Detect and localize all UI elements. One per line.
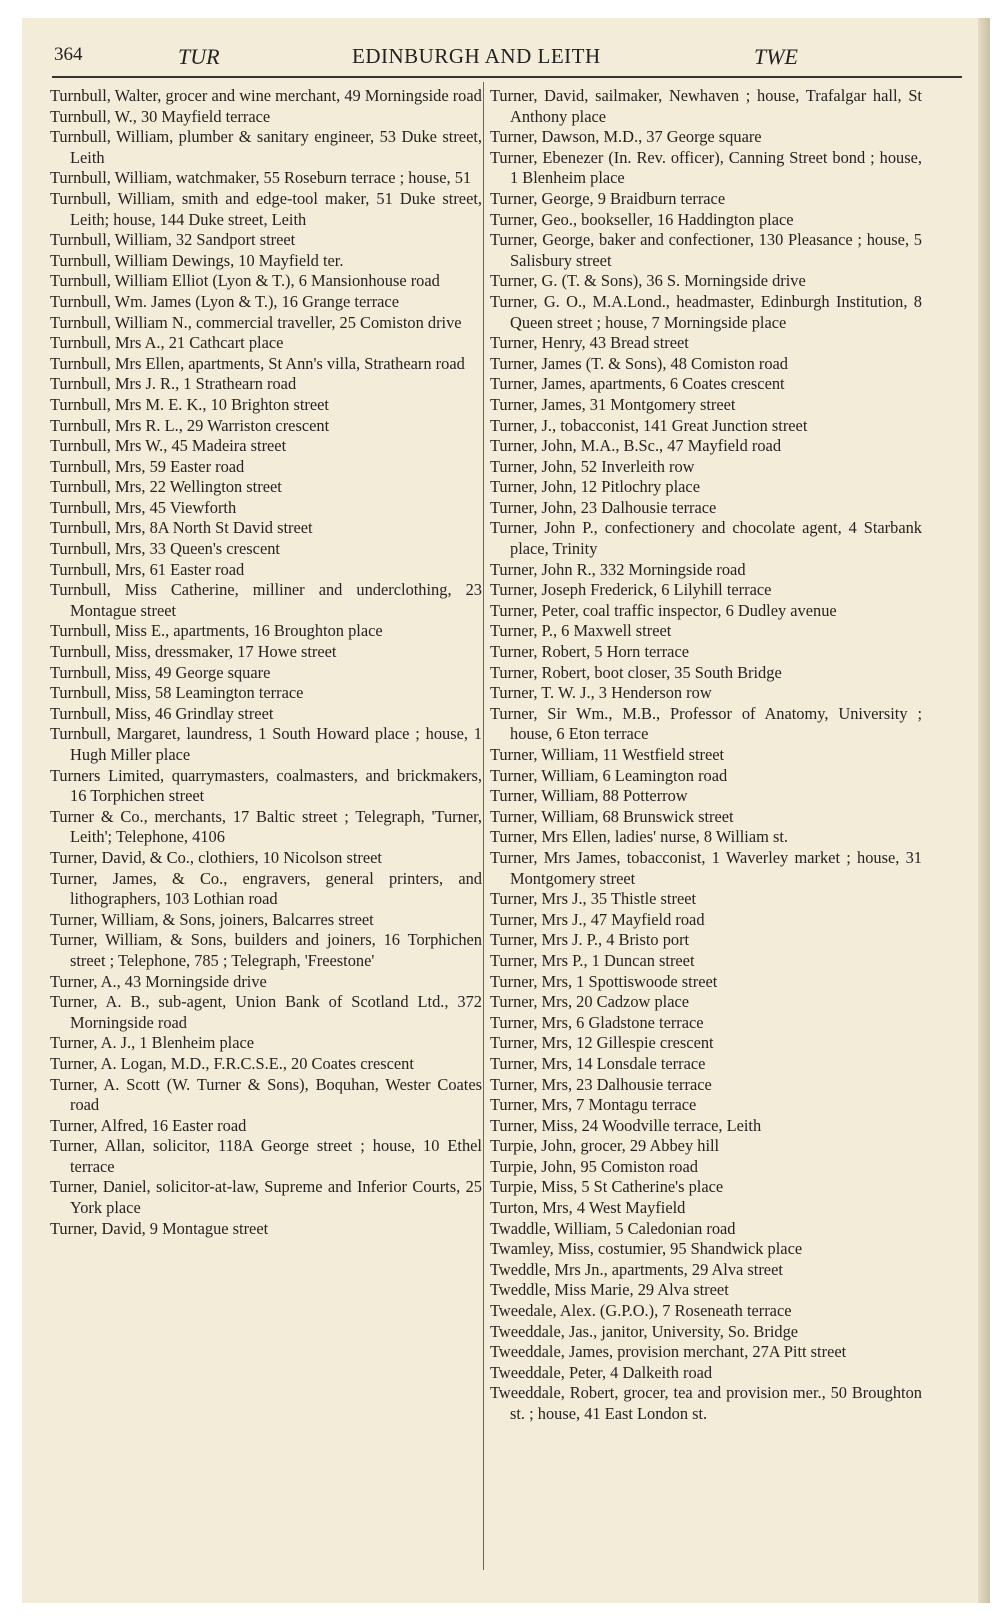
directory-entry: Turner, Mrs, 14 Lonsdale terrace	[490, 1053, 706, 1073]
directory-entry: Turnbull, Walter, grocer and wine merchant, 49 Morningside road	[50, 86, 482, 105]
directory-entry: Turner, G. (T. & Sons), 36 S. Morningside drive	[490, 271, 806, 291]
directory-entry: Turner, A. Logan, M.D., F.R.C.S.E., 20 Coates crescent	[50, 1053, 414, 1073]
directory-entry: Turnbull, Miss, dressmaker, 17 Howe street	[50, 642, 337, 662]
directory-entry: Turnbull, William N., commercial traveller, 25 Comiston drive	[50, 312, 462, 332]
directory-entry: Turnbull, Mrs, 45 Viewforth	[50, 497, 237, 517]
directory-entry: Turnbull, William, plumber & sanitary engineer, 53 Duke street, Leith	[50, 127, 482, 167]
directory-entry: Turner, Dawson, M.D., 37 George square	[490, 127, 762, 147]
directory-entry: Turnbull, William, smith and edge-tool maker, 51 Duke street, Leith; house, 144 Duke street, Leith	[50, 188, 482, 229]
directory-entry: Turner, Mrs, 7 Montagu terrace	[490, 1095, 697, 1115]
directory-entry: Tweeddale, James, provision merchant, 27A Pitt street	[490, 1342, 847, 1362]
directory-entry: Turnbull, William, 32 Sandport street	[50, 230, 296, 250]
directory-entry: Turner, James, & Co., engravers, general printers, and lithographers, 103 Lothian road	[50, 868, 482, 909]
directory-entry: Turner, Robert, boot closer, 35 South Bridge	[490, 662, 782, 682]
directory-entry: Turner, George, 9 Braidburn terrace	[490, 188, 726, 208]
right-column	[490, 86, 922, 1425]
directory-entry: Turner, P., 6 Maxwell street	[490, 621, 672, 641]
directory-entry: Turner, Ebenezer (In. Rev. officer), Canning Street bond ; house, 1 Blenheim place	[490, 147, 922, 188]
directory-entry: Turner, Mrs J., 35 Thistle street	[490, 889, 697, 909]
directory-entry: Turnbull, Mrs R. L., 29 Warriston crescent	[50, 415, 330, 435]
directory-entry: Turnbull, William Elliot (Lyon & T.), 6 Mansionhouse road	[50, 271, 440, 291]
directory-entry: Turner, Peter, coal traffic inspector, 6 Dudley avenue	[490, 600, 837, 620]
directory-entry: Turner, John R., 332 Morningside road	[490, 559, 746, 579]
column-divider	[483, 82, 484, 1570]
directory-entry: Turpie, John, grocer, 29 Abbey hill	[490, 1136, 720, 1156]
directory-entry: Turner, David, & Co., clothiers, 10 Nicolson street	[50, 847, 382, 867]
directory-entry: Turnbull, Mrs, 22 Wellington street	[50, 477, 282, 497]
directory-entry: Tweddle, Miss Marie, 29 Alva street	[490, 1280, 729, 1300]
directory-entry: Turner, G. O., M.A.Lond., headmaster, Edinburgh Institution, 8 Queen street ; house, 7 Morningside place	[490, 291, 922, 332]
directory-entry: Twamley, Miss, costumier, 95 Shandwick place	[490, 1239, 803, 1259]
directory-entry: Turner, John P., confectionery and chocolate agent, 4 Starbank place, Trinity	[490, 518, 922, 559]
directory-entry: Turner, William, & Sons, joiners, Balcarres street	[50, 909, 374, 929]
directory-entry: Turton, Mrs, 4 West Mayfield	[490, 1198, 686, 1218]
directory-entry: Turner, A. J., 1 Blenheim place	[50, 1033, 255, 1053]
directory-entry: Turner, James, 31 Montgomery street	[490, 394, 736, 414]
directory-entry: Turnbull, Mrs, 8A North St David street	[50, 518, 313, 538]
directory-entry: Turner, Mrs Ellen, ladies' nurse, 8 William st.	[490, 827, 789, 847]
directory-entry: Turner, John, 12 Pitlochry place	[490, 477, 700, 497]
directory-entry: Turner, Allan, solicitor, 118A George street ; house, 10 Ethel terrace	[50, 1136, 482, 1176]
directory-entry: Tweddle, Mrs Jn., apartments, 29 Alva street	[490, 1259, 783, 1279]
directory-entry: Turnbull, Mrs M. E. K., 10 Brighton street	[50, 394, 329, 414]
directory-entry: Turnbull, Wm. James (Lyon & T.), 16 Grange terrace	[50, 291, 399, 311]
directory-entry: Turnbull, Margaret, laundress, 1 South Howard place ; house, 1 Hugh Miller place	[50, 724, 482, 764]
header-rule	[52, 76, 962, 78]
directory-entry: Turner, John, 52 Inverleith row	[490, 456, 695, 476]
directory-entry: Turner, Mrs J., 47 Mayfield road	[490, 909, 705, 929]
directory-entry: Turner, William, 88 Potterrow	[490, 786, 688, 806]
directory-entry: Turner, Mrs J. P., 4 Bristo port	[490, 930, 690, 950]
directory-entry: Turnbull, William Dewings, 10 Mayfield ter.	[50, 250, 344, 270]
directory-entry: Turner, Miss, 24 Woodville terrace, Leith	[490, 1115, 762, 1135]
directory-entry: Tweeddale, Peter, 4 Dalkeith road	[490, 1362, 713, 1382]
directory-entry: Turner, J., tobacconist, 141 Great Junction street	[490, 415, 808, 435]
directory-entry: Turner, David, 9 Montague street	[50, 1218, 269, 1238]
directory-entry: Turner, Mrs, 6 Gladstone terrace	[490, 1012, 704, 1032]
directory-entry: Turpie, Miss, 5 St Catherine's place	[490, 1177, 724, 1197]
directory-entry: Turner, Alfred, 16 Easter road	[50, 1115, 247, 1135]
directory-entry: Turner, Mrs, 20 Cadzow place	[490, 992, 690, 1012]
directory-entry: Turnbull, Miss E., apartments, 16 Broughton place	[50, 621, 383, 641]
running-title: EDINBURGH AND LEITH	[352, 44, 601, 68]
directory-entry: Turner, Mrs, 1 Spottiswoode street	[490, 971, 718, 991]
directory-entry: Turner, George, baker and confectioner, 130 Pleasance ; house, 5 Salisbury street	[490, 230, 922, 270]
page-edge	[978, 18, 990, 1603]
directory-entry: Turner, Mrs P., 1 Duncan street	[490, 950, 695, 970]
directory-entry: Turner, Joseph Frederick, 6 Lilyhill terrace	[490, 580, 772, 600]
directory-entry: Turnbull, Miss, 46 Grindlay street	[50, 703, 274, 723]
directory-entry: Turner, Mrs James, tobacconist, 1 Waverley market ; house, 31 Montgomery street	[490, 847, 922, 888]
directory-entry: Turner & Co., merchants, 17 Baltic street ; Telegraph, 'Turner, Leith'; Telephone, 4106	[50, 806, 482, 847]
directory-entry: Turnbull, Miss Catherine, milliner and underclothing, 23 Montague street	[50, 580, 482, 620]
directory-entry: Turner, Mrs, 23 Dalhousie terrace	[490, 1074, 712, 1094]
directory-entry: Turners Limited, quarrymasters, coalmasters, and brickmakers, 16 Torphichen street	[50, 765, 482, 806]
directory-entry: Turner, John, M.A., B.Sc., 47 Mayfield road	[490, 436, 782, 456]
directory-entry: Turnbull, William, watchmaker, 55 Roseburn terrace ; house, 51	[50, 168, 472, 188]
right-guide-word: TWE	[754, 44, 798, 69]
directory-entry: Turpie, John, 95 Comiston road	[490, 1156, 698, 1176]
directory-entry: Turnbull, Mrs, 59 Easter road	[50, 456, 245, 476]
page-header	[54, 44, 964, 72]
directory-entry: Turner, William, 68 Brunswick street	[490, 806, 734, 826]
directory-entry: Turner, James (T. & Sons), 48 Comiston road	[490, 353, 789, 373]
left-guide-word: TUR	[178, 44, 220, 69]
directory-entry: Turner, William, 11 Westfield street	[490, 745, 725, 764]
directory-entry: Turnbull, Miss, 49 George square	[50, 662, 271, 682]
directory-entry: Turner, Geo., bookseller, 16 Haddington place	[490, 209, 794, 229]
left-column	[50, 86, 482, 1239]
directory-entry: Turner, Daniel, solicitor-at-law, Supreme and Inferior Courts, 25 York place	[50, 1177, 482, 1218]
directory-entry: Turner, Mrs, 12 Gillespie crescent	[490, 1033, 714, 1053]
directory-page	[22, 18, 990, 1603]
directory-entry: Tweeddale, Jas., janitor, University, So. Bridge	[490, 1321, 799, 1341]
directory-entry: Turner, Sir Wm., M.B., Professor of Anatomy, University ; house, 6 Eton terrace	[490, 703, 922, 744]
directory-entry: Turner, Robert, 5 Horn terrace	[490, 642, 690, 662]
directory-entry: Turner, James, apartments, 6 Coates crescent	[490, 374, 785, 394]
directory-entry: Turnbull, Mrs A., 21 Cathcart place	[50, 333, 284, 353]
page-number: 364	[54, 44, 83, 65]
directory-entry: Turner, John, 23 Dalhousie terrace	[490, 497, 717, 517]
directory-entry: Turner, T. W. J., 3 Henderson row	[490, 683, 712, 703]
directory-entry: Twaddle, William, 5 Caledonian road	[490, 1218, 736, 1238]
directory-entry: Tweedale, Alex. (G.P.O.), 7 Roseneath terrace	[490, 1301, 792, 1321]
directory-entry: Tweeddale, Robert, grocer, tea and provision mer., 50 Broughton st. ; house, 41 East London st.	[490, 1383, 922, 1423]
directory-entry: Turnbull, Miss, 58 Leamington terrace	[50, 683, 304, 703]
directory-entry: Turner, A. Scott (W. Turner & Sons), Boquhan, Wester Coates road	[50, 1074, 482, 1115]
directory-entry: Turnbull, Mrs J. R., 1 Strathearn road	[50, 374, 297, 394]
directory-entry: Turnbull, Mrs W., 45 Madeira street	[50, 436, 287, 456]
directory-entry: Turnbull, Mrs Ellen, apartments, St Ann's villa, Strathearn road	[50, 353, 465, 373]
directory-entry: Turner, William, & Sons, builders and joiners, 16 Torphichen street ; Telephone, 785 ; Telegraph, 'Freestone'	[50, 930, 482, 970]
directory-entry: Turnbull, Mrs, 33 Queen's crescent	[50, 539, 280, 559]
directory-entry: Turner, A., 43 Morningside drive	[50, 971, 267, 991]
directory-entry: Turner, Henry, 43 Bread street	[490, 333, 689, 353]
directory-entry: Turnbull, W., 30 Mayfield terrace	[50, 106, 271, 126]
directory-entry: Turner, A. B., sub-agent, Union Bank of Scotland Ltd., 372 Morningside road	[50, 992, 482, 1032]
directory-entry: Turner, David, sailmaker, Newhaven ; house, Trafalgar hall, St Anthony place	[490, 86, 922, 126]
directory-entry: Turnbull, Mrs, 61 Easter road	[50, 559, 245, 579]
directory-entry: Turner, William, 6 Leamington road	[490, 765, 728, 785]
